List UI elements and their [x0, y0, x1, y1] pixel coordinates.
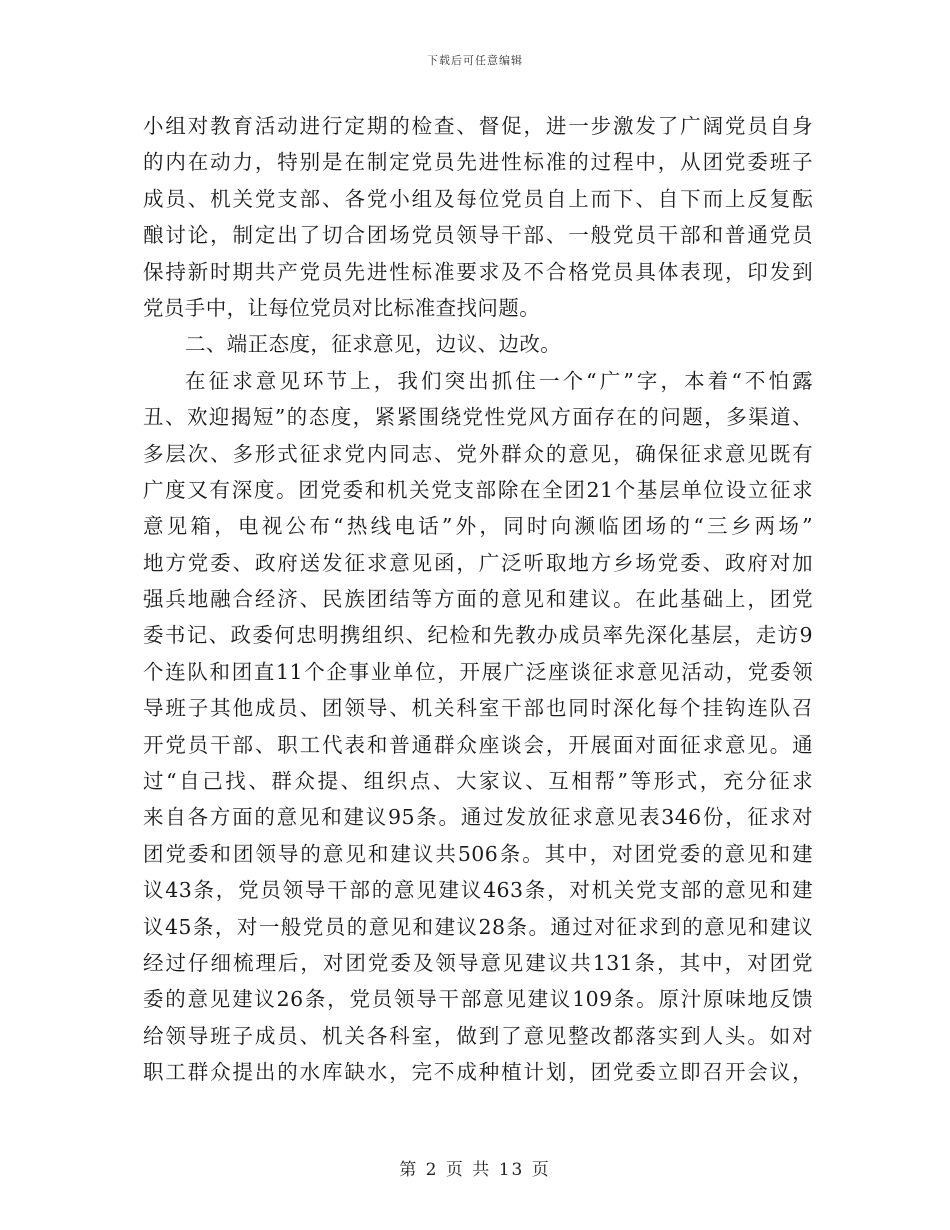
- page-number-footer: 第 2 页 共 13 页: [399, 1160, 551, 1180]
- text-line: 委书记、政委何忠明携组织、纪检和先教办成员率先深化基层，走访9: [143, 623, 813, 648]
- section-heading: 二、端正态度，征求意见，边议、边改。: [185, 332, 562, 357]
- text-line: 的内在动力，特别是在制定党员先进性标准的过程中，从团党委班子: [143, 150, 813, 175]
- text-line: 个连队和团直11个企事业单位，开展广泛座谈征求意见活动，党委领: [143, 659, 813, 684]
- text-line: 党员手中，让每位党员对比标准查找问题。: [143, 295, 541, 320]
- text-line: 多层次、多形式征求党内同志、党外群众的意见，确保征求意见既有: [143, 441, 813, 466]
- text-line: 职工群众提出的水库缺水，完不成种植计划，团党委立即召开会议，: [143, 1060, 813, 1085]
- text-line: 委的意见建议26条，党员领导干部意见建议109条。原汁原味地反馈: [143, 987, 813, 1012]
- text-line: 成员、机关党支部、各党小组及每位党员自上而下、自下而上反复酝: [143, 186, 813, 211]
- text-line: 意见箱，电视公布“热线电话”外，同时向濒临团场的“三乡两场”: [143, 514, 813, 539]
- text-line: 议45条，对一般党员的意见和建议28条。通过对征求到的意见和建议: [143, 914, 813, 939]
- text-line: 议43条，党员领导干部的意见建议463条，对机关党支部的意见和建: [143, 878, 813, 903]
- text-line: 导班子其他成员、团领导、机关科室干部也同时深化每个挂钩连队召: [143, 696, 813, 721]
- text-line: 地方党委、政府送发征求意见函，广泛听取地方乡场党委、政府对加: [143, 550, 813, 575]
- text-line: 酿讨论，制定出了切合团场党员领导干部、一般党员干部和普通党员: [143, 223, 813, 248]
- text-line: 给领导班子成员、机关各科室，做到了意见整改都落实到人头。如对: [143, 1023, 813, 1048]
- document-body: [143, 108, 813, 1091]
- text-line: 小组对教育活动进行定期的检查、督促，进一步激发了广阔党员自身: [143, 114, 813, 138]
- text-line: 丑、欢迎揭短”的态度，紧紧围绕党性党风方面存在的问题，多渠道、: [143, 405, 813, 430]
- text-line: 来自各方面的意见和建议95条。通过发放征求意见表346份，征求对: [143, 805, 813, 830]
- text-line: 团党委和团领导的意见和建议共506条。其中，对团党委的意见和建: [143, 841, 813, 866]
- text-line: 强兵地融合经济、民族团结等方面的意见和建议。在此基础上，团党: [143, 587, 813, 612]
- text-line: 开党员干部、职工代表和普通群众座谈会，开展面对面征求意见。通: [143, 732, 813, 757]
- text-line: 经过仔细梳理后，对团党委及领导意见建议共131条，其中，对团党: [143, 950, 813, 975]
- page-header: 下载后可任意编辑: [427, 54, 523, 67]
- text-line: 保持新时期共产党员先进性标准要求及不合格党员具体表现，印发到: [143, 259, 813, 284]
- text-line: 过“自己找、群众提、组织点、大家议、互相帮”等形式，充分征求: [143, 769, 813, 794]
- text-line: 在征求意见环节上，我们突出抓住一个“广”字，本着“不怕露: [185, 368, 813, 393]
- text-line: 广度又有深度。团党委和机关党支部除在全团21个基层单位设立征求: [143, 477, 813, 502]
